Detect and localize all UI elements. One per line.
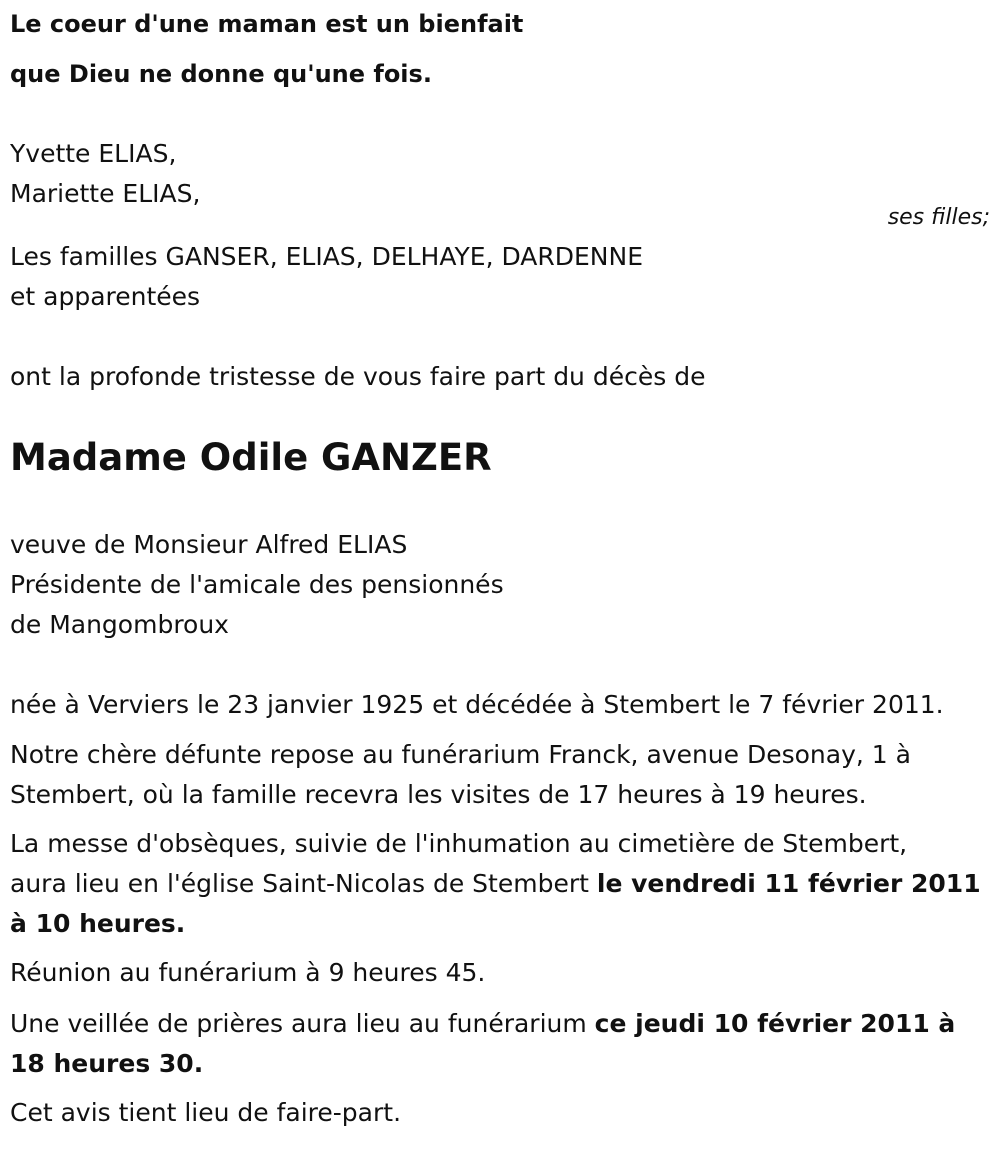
funeral-date: le vendredi 11 février 2011 — [596, 869, 981, 898]
epigraph-line-2: que Dieu ne donne qu'une fois. — [10, 60, 432, 88]
vigil-time: 18 heures 30. — [10, 1049, 204, 1078]
vigil-date: ce jeudi 10 février 2011 à — [594, 1009, 956, 1038]
deceased-detail-2: Présidente de l'amicale des pensionnés — [10, 570, 504, 599]
funeral-line-1: La messe d'obsèques, suivie de l'inhumation au cimetière de Stembert, — [10, 829, 908, 858]
families-line-1: Les familles GANSER, ELIAS, DELHAYE, DARDENNE — [10, 242, 643, 271]
birth-death-dates: née à Verviers le 23 janvier 1925 et décédée à Stembert le 7 février 2011. — [10, 690, 944, 719]
funeral-line-2-text: aura lieu en l'église Saint-Nicolas de Stembert — [10, 869, 597, 898]
families-line-2: et apparentées — [10, 282, 201, 311]
vigil-line-1-text: Une veillée de prières aura lieu au funérarium — [10, 1009, 595, 1038]
announcement-text: ont la profonde tristesse de vous faire part du décès de — [10, 362, 706, 391]
repose-line-1: Notre chère défunte repose au funérarium Franck, avenue Desonay, 1 à — [10, 740, 911, 769]
funeral-line-3 — [10, 909, 185, 939]
funeral-time: à 10 heures. — [10, 909, 186, 938]
vigil-line-1 — [10, 1009, 955, 1039]
daughter-name-2: Mariette ELIAS, — [10, 179, 201, 208]
closing-text: Cet avis tient lieu de faire-part. — [10, 1098, 402, 1127]
epigraph-line-1: Le coeur d'une maman est un bienfait — [10, 10, 524, 38]
vigil-line-2 — [10, 1049, 203, 1079]
daughters-role-label: ses filles; — [887, 205, 990, 230]
daughter-name-1: Yvette ELIAS, — [10, 139, 177, 168]
repose-line-2: Stembert, où la famille recevra les visites de 17 heures à 19 heures. — [10, 780, 867, 809]
reunion-text: Réunion au funérarium à 9 heures 45. — [10, 958, 486, 987]
deceased-detail-3: de Mangombroux — [10, 610, 229, 639]
funeral-line-2 — [10, 869, 981, 899]
deceased-detail-1: veuve de Monsieur Alfred ELIAS — [10, 530, 408, 559]
deceased-name: Madame Odile GANZER — [10, 436, 492, 479]
